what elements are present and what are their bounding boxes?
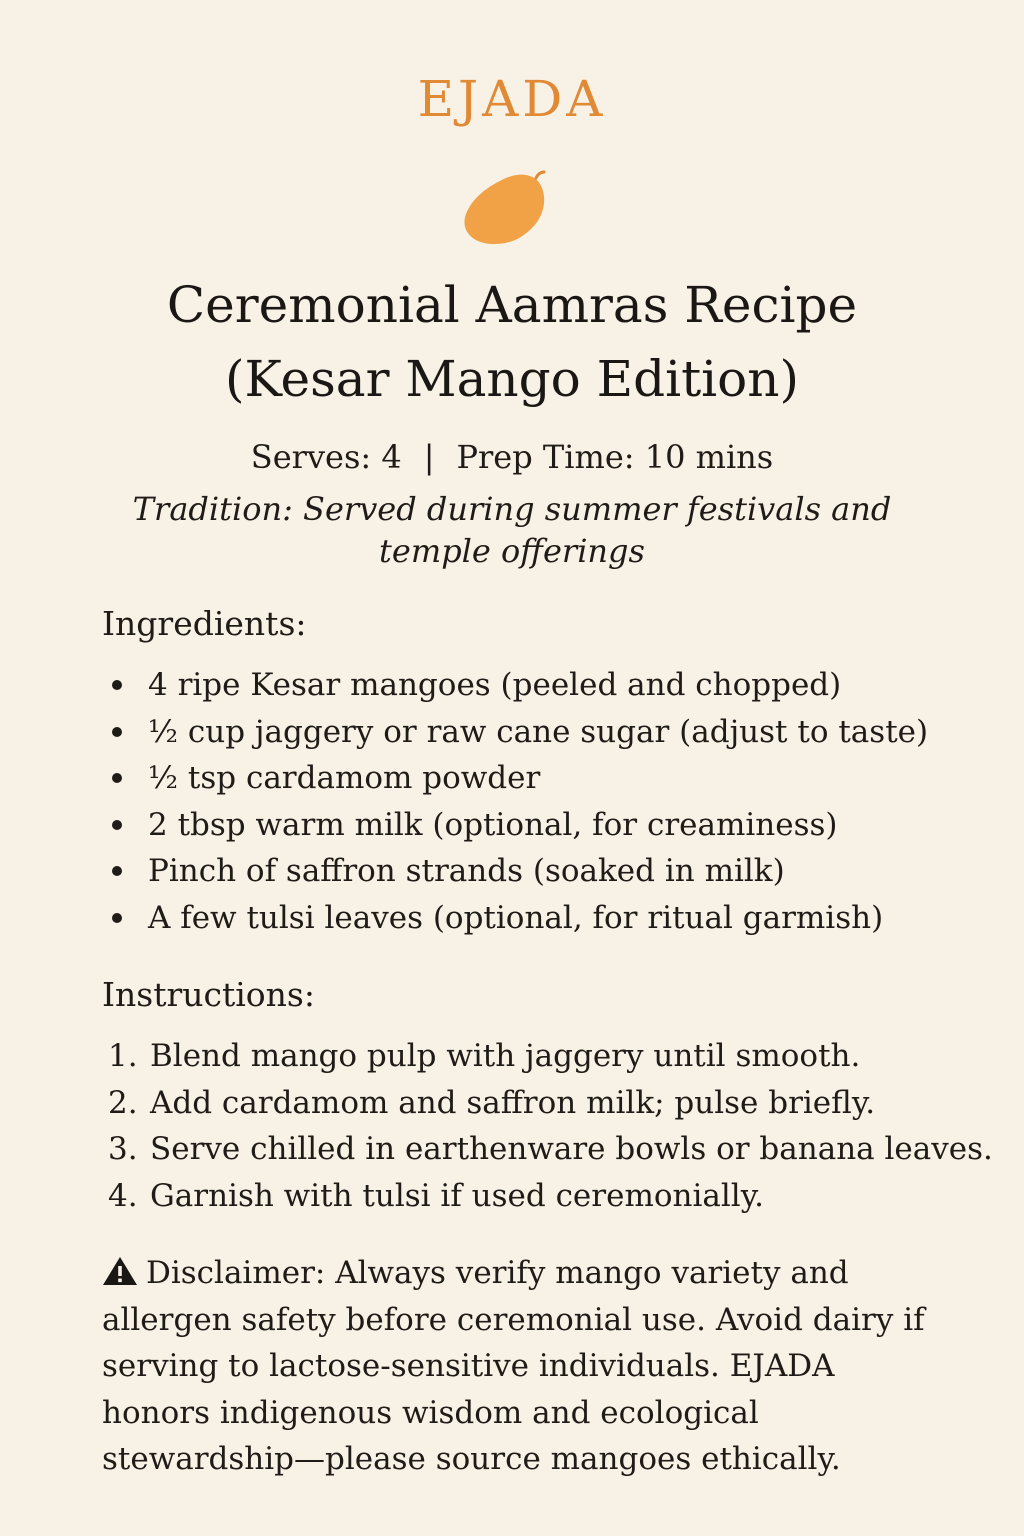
ingredient-text: ½ cup jaggery or raw cane sugar (adjust to taste)	[148, 713, 929, 750]
brand-name: EJADA	[417, 70, 607, 128]
step-text: Garnish with tulsi if used ceremonially.	[150, 1177, 764, 1214]
list-item	[102, 709, 982, 756]
list-item	[104, 1080, 1004, 1127]
bullet-icon	[112, 913, 122, 923]
ingredients-list	[102, 662, 982, 941]
bullet-icon	[112, 773, 122, 783]
warning-icon	[102, 1256, 138, 1286]
list-item	[104, 1033, 1004, 1080]
bullet-icon	[112, 866, 122, 876]
ingredient-text: 2 tbsp warm milk (optional, for creaminess)	[148, 806, 838, 843]
page-title	[0, 268, 1024, 416]
ingredients-heading: Ingredients:	[102, 604, 307, 643]
list-item	[102, 755, 982, 802]
step-number: 3.	[108, 1131, 138, 1167]
mango-icon	[458, 164, 550, 248]
step-number: 4.	[108, 1177, 138, 1214]
bullet-icon	[112, 820, 122, 830]
instructions-heading: Instructions:	[102, 975, 315, 1014]
list-item	[102, 848, 982, 895]
meta-separator: |	[423, 438, 435, 476]
recipe-meta	[0, 438, 1024, 476]
prep-time-info: Prep Time: 10 mins	[456, 438, 774, 476]
tradition-note: Tradition: Served during summer festivals and temple offerings	[132, 490, 892, 570]
instructions-list	[104, 1033, 1004, 1219]
ingredient-text: 4 ripe Kesar mangoes (peeled and chopped)	[148, 667, 842, 703]
step-number: 1.	[108, 1038, 138, 1074]
step-number: 2.	[108, 1084, 138, 1121]
bullet-icon	[112, 727, 122, 737]
serves-info: Serves: 4	[250, 438, 402, 476]
disclaimer-text: Disclaimer: Always verify mango variety and allergen safety before ceremonial use. Avoid dairy if serving to lactose-sensitive individuals. EJADA honors indigenous wisdom and ecological stewardship—please source mangoes ethically.	[102, 1255, 925, 1477]
disclaimer	[102, 1250, 952, 1483]
list-item	[102, 895, 982, 942]
step-text: Add cardamom and saffron milk; pulse briefly.	[150, 1084, 876, 1121]
step-text: Serve chilled in earthenware bowls or banana leaves.	[150, 1131, 993, 1167]
title-line-2: (Kesar Mango Edition)	[225, 350, 799, 408]
list-item	[104, 1173, 1004, 1220]
title-line-1: Ceremonial Aamras Recipe	[166, 276, 858, 334]
list-item	[104, 1126, 1004, 1173]
step-text: Blend mango pulp with jaggery until smooth.	[150, 1038, 861, 1074]
bullet-icon	[112, 680, 122, 690]
ingredient-text: Pinch of saffron strands (soaked in milk)	[148, 853, 785, 889]
ingredient-text: A few tulsi leaves (optional, for ritual garmish)	[148, 899, 884, 936]
list-item	[102, 802, 982, 849]
list-item	[102, 662, 982, 709]
ingredient-text: ½ tsp cardamom powder	[148, 760, 541, 796]
